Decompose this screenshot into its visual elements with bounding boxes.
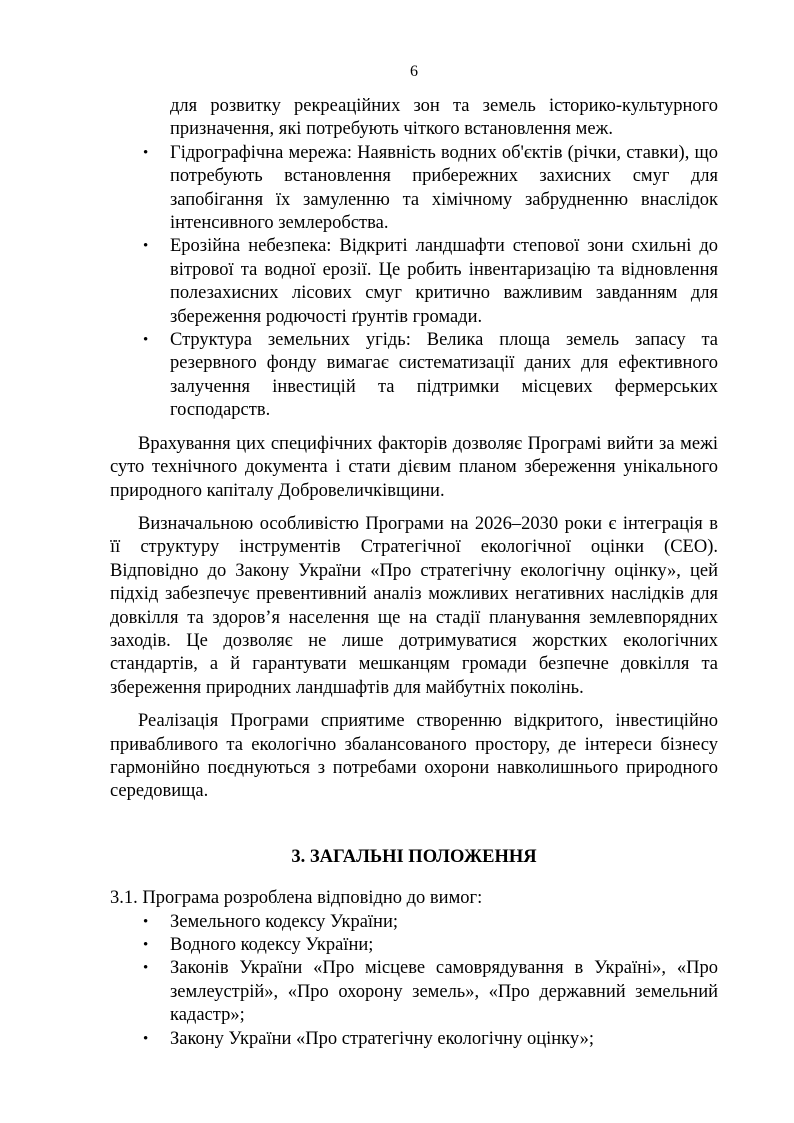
- list-item-text: Гідрографічна мережа: Наявність водних об'єктів (річки, ставки), що потребують встановлення прибережних захисних смуг для запобігання їх замуленню та хімічному забрудненню внаслідок інтенсивного землеробства.: [170, 142, 718, 234]
- requirements-list: [110, 911, 718, 1051]
- paragraph-seo-integration: Визначальною особливістю Програми на 2026–2030 роки є інтеграція в її структуру інструментів Стратегічної екологічної оцінки (СЕО). Відповідно до Закону України «Про стратегічну екологічну оцінку», цей підхід забезпечує превентивний аналіз можливих негативних наслідків для довкілля та здоров’я населення ще на стадії планування землевпорядних заходів. Це дозволяє не лише дотримуватися жорстких екологічних стандартів, а й гарантувати мешканцям громади безпечне довкілля та збереження природних ландшафтів для майбутніх поколінь.: [110, 513, 718, 698]
- bullet-continuation-paragraph: для розвитку рекреаційних зон та земель історико-культурного призначення, які потребують чіткого встановлення меж.: [170, 96, 718, 140]
- bullet-icon: •: [143, 332, 149, 349]
- paragraph-implementation: Реалізація Програми сприятиме створенню відкритого, інвестиційно привабливого та екологічно збалансованого простору, де інтереси бізнесу гармонійно поєднуються з потребами охорони навколишнього природного середовища.: [110, 711, 718, 802]
- bullet-icon: •: [143, 1030, 149, 1047]
- section-heading: 3. ЗАГАЛЬНІ ПОЛОЖЕННЯ: [291, 846, 537, 867]
- list-item-text: Законів України «Про місцеве самоврядування в Україні», «Про землеустрій», «Про охорону земель», «Про державний земельний кадастр»;: [170, 958, 718, 1026]
- bullet-icon: •: [143, 238, 149, 255]
- list-item-text: Земельного кодексу України;: [170, 911, 398, 932]
- list-item-text: Ерозійна небезпека: Відкриті ландшафти степової зони схильні до вітрової та водної ерозії. Це робить інвентаризацію та відновлення полезахисних лісових смуг критично важливим завданням для збереження родючості ґрунтів громади.: [170, 236, 718, 327]
- list-item: [110, 235, 718, 329]
- page-number: 6: [410, 63, 418, 80]
- list-item: [110, 934, 718, 957]
- list-item-text: Водного кодексу України;: [170, 935, 374, 955]
- list-item: [110, 329, 718, 423]
- page-content: [110, 95, 718, 1051]
- list-item-text: Структура земельних угідь: Велика площа земель запасу та резервного фонду вимагає систематизації даних для ефективного залучення інвестицій та підтримки місцевих фермерських господарств.: [170, 330, 718, 421]
- paragraph-consideration: Врахування цих специфічних факторів дозволяє Програмі вийти за межі суто технічного документа і стати дієвим планом збереження унікального природного капіталу Добровеличківщини.: [110, 433, 718, 501]
- factors-list: [110, 142, 718, 423]
- bullet-icon: •: [143, 960, 149, 977]
- list-item: [110, 142, 718, 236]
- list-item: [110, 957, 718, 1027]
- bullet-icon: •: [143, 144, 149, 161]
- list-item-text: Закону України «Про стратегічну екологічну оцінку»;: [170, 1028, 594, 1049]
- clause-3-1: 3.1. Програма розроблена відповідно до вимог:: [110, 888, 483, 909]
- bullet-icon: •: [143, 913, 149, 930]
- bullet-icon: •: [143, 937, 149, 953]
- list-item: [110, 1028, 718, 1051]
- list-item: [110, 911, 718, 934]
